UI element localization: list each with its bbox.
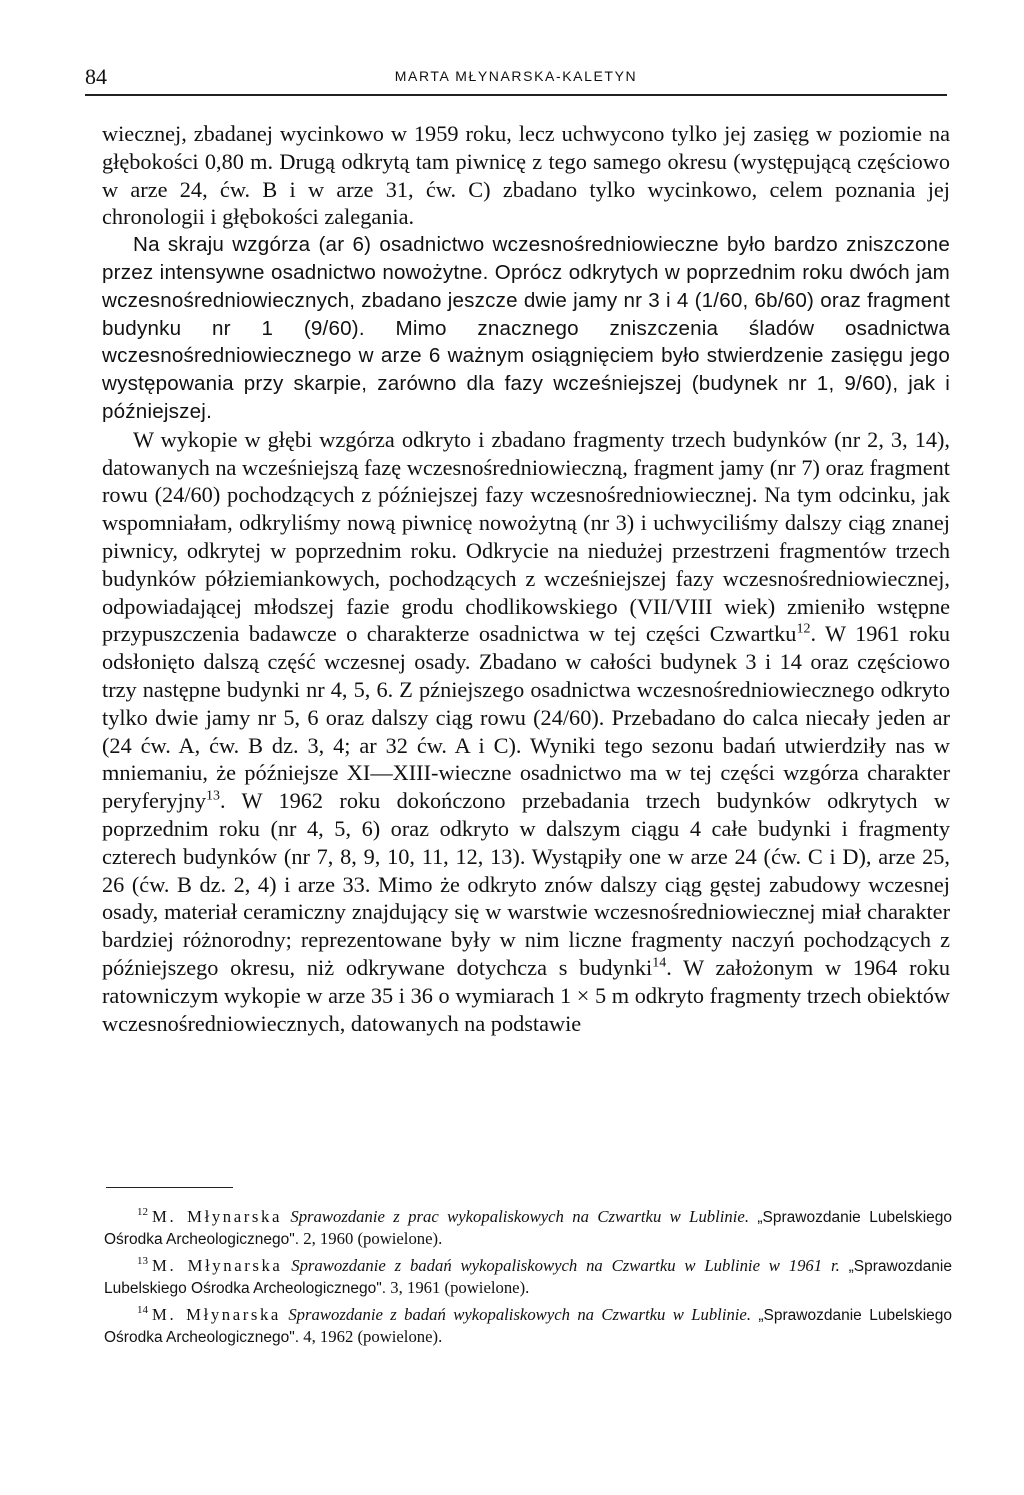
body-text <box>102 120 950 1037</box>
paragraph-3-part-1: W wykopie w głębi wzgórza odkryto i zbadano fragmenty trzech budynków (nr 2, 3, 14), datowanych na wcześniejszą fazę wczesnośredniowieczną, fragment jamy (nr 7) oraz fragment rowu (24/60) pochodzących z późniejszej fazy wczesnośredniowiecznej. Na tym odcinku, jak wspomniałam, odkryliśmy nową piwnicę nowożytną (nr 3) i uchwyciliśmy dalszy ciąg znanej piwnicy, odkrytej w poprzednim roku. Odkrycie na niedużej przestrzeni fragmentów trzech budynków półziemiankowych, pochodzących z wcześniejszej fazy wczesnośredniowiecznej, odpowiadającej młodszej fazie grodu chodlikowskiego (VII/VIII wiek) zmieniło wstępne przypuszczenia badawcze o charakterze osadnictwa w tej części Czwartku <box>102 426 950 647</box>
paragraph-3 <box>102 426 950 1038</box>
footnote-details: 2, 1960 (powielone). <box>303 1229 443 1248</box>
footnote-13 <box>104 1255 952 1299</box>
footnote-14 <box>104 1304 952 1348</box>
footnote-details: 4, 1962 (powielone). <box>303 1327 443 1346</box>
footnote-ref-14[interactable]: 14 <box>652 955 667 971</box>
paragraph-3-part-3: . W 1962 roku dokończono przebadania trzech budynków odkrytych w poprzednim roku (nr 4, 5, 6) oraz odkryto w dalszym ciągu 4 całe budynki i fragmenty czterech budynków (nr 7, 8, 9, 10, 11, 12, 13). Wystąpiły one w arze 24 (ćw. C i D), arze 25, 26 (ćw. B dz. 2, 4) i arze 33. Mimo że odkryto znów dalszy ciąg gęstej zabudowy wczesnej osady, materiał ceramiczny znajdujący się w warstwie wczesnośredniowiecznej miał charakter bardziej różnorodny; reprezentowane były w nim liczne fragmenty naczyń pochodzących z późniejszego okresu, niż odkrywane dotychcza s budynki <box>102 788 950 980</box>
running-head: MARTA MŁYNARSKA-KALETYN <box>394 68 638 84</box>
footnote-number: 12 <box>137 1206 148 1219</box>
footnote-divider <box>106 1187 233 1188</box>
footnote-report: „Sprawozdanie Lubelskiego Ośrodka Archeologicznego". <box>104 1258 952 1297</box>
paragraph-1: wiecznej, zbadanej wycinkowo w 1959 roku, lecz uchwycono tylko jej zasięg w poziomie na głębokości 0,80 m. Drugą odkrytą tam piwnicę z tego samego okresu (występującą częściowo w arze 24, ćw. B i w arze 31, ćw. C) zbadano tylko wycinkowo, celem poznania jej chronologii i głębokości zalegania. <box>102 121 950 230</box>
paragraph-3-part-2: . W 1961 roku odsłonięto dalszą część wczesnej osady. Zbadano w całości budynek 3 i 14 oraz częściowo trzy następne budynki nr 4, 5, 6. Z pźniejszego osadnictwa wczesnośredniowiecznego odkryto tylko dwie jamy nr 5, 6 oraz dalszy ciąg rowu (24/60). Przebadano do calca niecały jeden ar (24 ćw. A, ćw. B dz. 3, 4; ar 32 ćw. A i C). Wyniki tego sezonu badań utwierdziły nas w mniemaniu, że późniejsze XI—XIII-wieczne osadnictwo ma w tej części wzgórza charakter peryferyjny <box>102 621 950 814</box>
footnote-ref-12[interactable]: 12 <box>796 621 811 637</box>
footnote-title: Sprawozdanie z badań wykopaliskowych na Czwartku w Lublinie w 1961 r. <box>291 1256 840 1275</box>
footnote-author: M. Młynarska <box>152 1305 281 1324</box>
footnote-title: Sprawozdanie z prac wykopaliskowych na Czwartku w Lublinie. <box>290 1207 749 1226</box>
footnote-author: M. Młynarska <box>152 1207 282 1226</box>
footnote-ref-13[interactable]: 13 <box>206 788 221 804</box>
footnote-number: 14 <box>137 1304 148 1317</box>
footnote-12 <box>104 1206 952 1250</box>
footnote-author: M. Młynarska <box>152 1256 283 1275</box>
paragraph-2: Na skraju wzgórza (ar 6) osadnictwo wczesnośredniowieczne było bardzo zniszczone przez intensywne osadnictwo nowożytne. Oprócz odkrytych w poprzednim roku dwóch jam wczesnośredniowiecznych, zbadano jeszcze dwie jamy nr 3 i 4 (1/60, 6b/60) oraz fragment budynku nr 1 (9/60). Mimo znacznego zniszczenia śladów osadnictwa wczesnośredniowiecznego w arze 6 ważnym osiągnięciem było stwierdzenie zasięgu jego występowania przy skarpie, zarówno dla fazy wcześniejszej (budynek nr 1, 9/60), jak i późniejszej. <box>102 233 950 423</box>
footnote-details: 3, 1961 (powielone). <box>390 1278 530 1297</box>
footnotes <box>104 1206 952 1353</box>
page-header <box>85 64 947 96</box>
footnote-report: „Sprawozdanie Lubelskiego Ośrodka Archeologicznego". <box>104 1209 953 1248</box>
page-number: 84 <box>85 64 107 89</box>
footnote-title: Sprawozdanie z badań wykopaliskowych na Czwartku w Lublinie. <box>288 1305 752 1324</box>
footnote-number: 13 <box>137 1255 148 1268</box>
footnote-report: „Sprawozdanie Lubelskiego Ośrodka Archeologicznego". <box>104 1307 953 1346</box>
paragraph-3-part-4: . W założonym w 1964 roku ratowniczym wykopie w arze 35 i 36 o wymiarach 1 × 5 m odkryto fragmenty trzech obiektów wczesnośredniowiecznych, datowanych na podstawie <box>102 954 950 1036</box>
